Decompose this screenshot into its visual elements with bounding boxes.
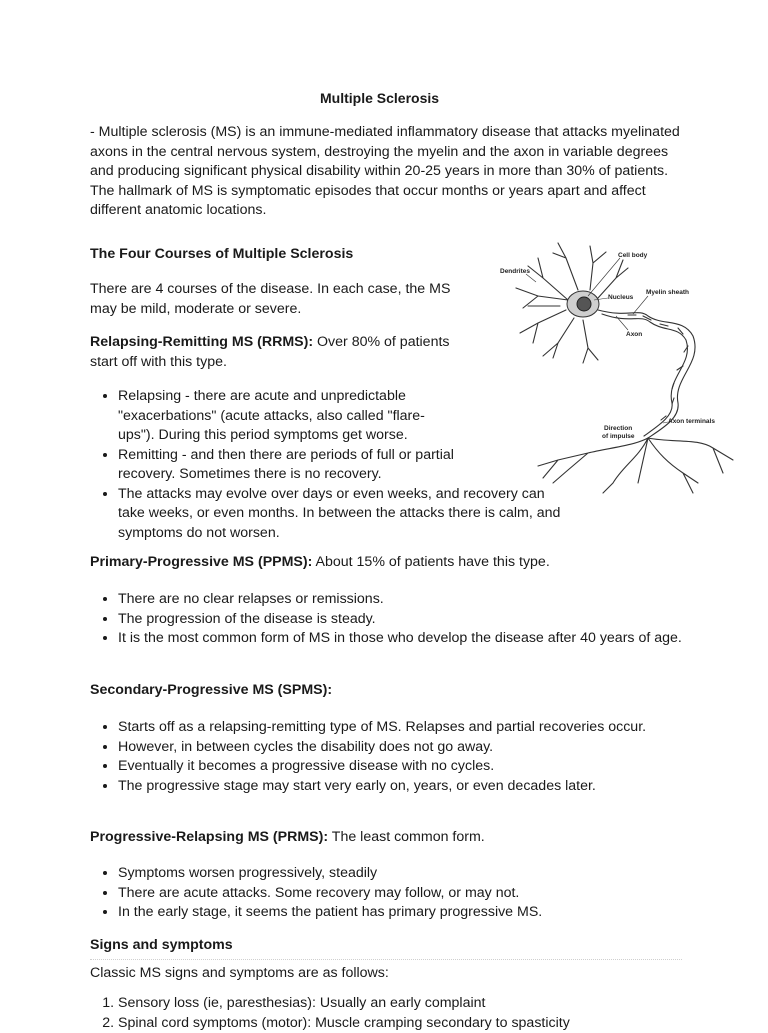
prms-text: The least common form.: [328, 829, 485, 845]
list-item: • Symptoms worsen progressively, steadily: [118, 864, 683, 884]
divider: [90, 959, 682, 960]
prms-list: [90, 864, 683, 923]
label-dendrites: Dendrites: [500, 268, 530, 275]
rrms-paragraph: [90, 333, 475, 372]
label-direction-line2: of impulse: [602, 433, 635, 440]
list-item: 1. Sensory loss (ie, paresthesias): Usually an early complaint: [118, 994, 683, 1014]
label-myelin-sheath: Myelin sheath: [646, 289, 689, 296]
list-item: • Eventually it becomes a progressive disease with no cycles.: [118, 757, 683, 777]
rrms-text: Over 80% of patients start off with this type.: [90, 334, 450, 370]
spms-label: Secondary-Progressive MS (SPMS):: [90, 682, 332, 698]
ppms-list: [90, 590, 683, 649]
courses-intro: There are 4 courses of the disease. In each case, the MS may be mild, moderate or severe.: [90, 280, 475, 319]
list-item: • The progressive stage may start very early on, years, or even decades later.: [118, 777, 683, 797]
list-item: • There are no clear relapses or remissions.: [118, 590, 683, 610]
list-item: 2. Spinal cord symptoms (motor): Muscle cramping secondary to spasticity: [118, 1014, 683, 1033]
list-item: • Relapsing - there are acute and unpredictable "exacerbations" (acute attacks, also called "flare-ups"). During this period symptoms get worse.: [118, 387, 458, 446]
page-title: Multiple Sclerosis: [320, 90, 439, 106]
label-axon-terminals: Axon terminals: [668, 418, 715, 425]
list-item: • It is the most common form of MS in those who develop the disease after 40 years of age.: [118, 629, 683, 649]
list-item: • Remitting - and then there are periods of full or partial recovery. Sometimes there is no recovery.: [118, 446, 458, 485]
list-item: • Starts off as a relapsing-remitting type of MS. Relapses and partial recoveries occur.: [118, 718, 683, 738]
list-item: • There are acute attacks. Some recovery may follow, or may not.: [118, 884, 683, 904]
neuron-diagram: [498, 238, 748, 498]
list-item: • The attacks may evolve over days or even weeks, and recovery can take weeks, or even months. In between the attacks there is calm, and symptoms do not worsen.: [118, 485, 563, 544]
signs-intro: Classic MS signs and symptoms are as follows:: [90, 964, 389, 984]
prms-paragraph: [90, 828, 485, 848]
label-nucleus: Nucleus: [608, 294, 634, 301]
rrms-label: Relapsing-Remitting MS (RRMS):: [90, 334, 313, 350]
prms-label: Progressive-Relapsing MS (PRMS):: [90, 829, 328, 845]
spms-list: [90, 718, 683, 796]
label-axon: Axon: [626, 331, 642, 338]
rrms-list: [90, 387, 458, 543]
ppms-paragraph: [90, 553, 550, 573]
label-direction-line1: Direction: [604, 425, 632, 432]
list-item: • The progression of the disease is steady.: [118, 610, 683, 630]
signs-list: [90, 994, 683, 1033]
ppms-label: Primary-Progressive MS (PPMS):: [90, 554, 312, 570]
label-cell-body: Cell body: [618, 252, 648, 259]
courses-heading: The Four Courses of Multiple Sclerosis: [90, 246, 353, 262]
list-item: • However, in between cycles the disability does not go away.: [118, 738, 683, 758]
ppms-text: About 15% of patients have this type.: [312, 554, 549, 570]
intro-paragraph: - Multiple sclerosis (MS) is an immune-mediated inflammatory disease that attacks myelinated axons in the central nervous system, destroying the myelin and the axon in variable degrees and producing significant physical disability within 20-25 years in more than 30% of patients. The hallmark of MS is symptomatic episodes that occur months or years apart and affect different anatomic locations.: [90, 123, 685, 221]
list-item: • In the early stage, it seems the patient has primary progressive MS.: [118, 903, 683, 923]
signs-heading: Signs and symptoms: [90, 937, 233, 953]
